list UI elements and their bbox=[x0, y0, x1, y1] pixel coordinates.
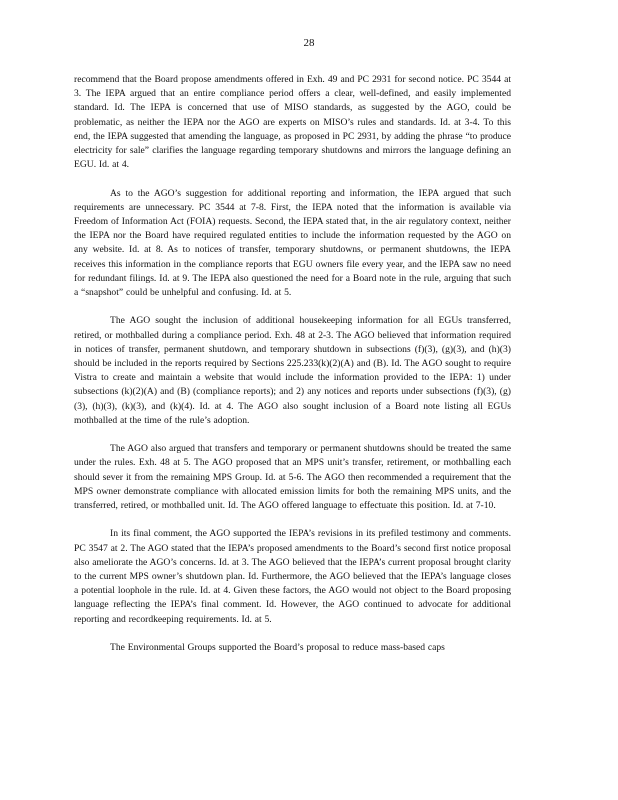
paragraph-continued: recommend that the Board propose amendments offered in Exh. 49 and PC 2931 for second notice. PC 3544 at 3. The IEPA argued that an entire compliance period offers a clear, well-defined, and easily implemented standard. Id. The IEPA is concerned that use of MISO standards, as suggested by the AGO, could be problematic, as neither the IEPA nor the AGO are experts on MISO’s rules and standards. Id. at 3-4. To this end, the IEPA suggested that amending the language, as proposed in PC 2931, by adding the phrase “to produce electricity for sale” clarifies the language regarding temporary shutdowns and mirrors the language defining an EGU. Id. at 4. bbox=[74, 74, 511, 171]
paragraph-housekeeping-information: The AGO sought the inclusion of additional housekeeping information for all EGUs transferred, retired, or mothballed during a compliance period. Exh. 48 at 2-3. The AGO believed that information required in notices of transfer, permanent shutdown, and temporary shutdown in subsections (f)(3), (g)(3), and (h)(3) should be included in the reports required by Sections 225.233(k)(2)(A) and (B). Id. The AGO sought to require Vistra to create and maintain a website that would include the information provided to the IEPA: 1) under subsections (k)(2)(A) and (B) (compliance reports); and 2) any notices and reports under subsections (f)(3), (g)(3), (h)(3), (k)(3), and (k)(4). Id. at 4. The AGO also sought inclusion of a Board note listing all EGUs mothballed at the time of the rule’s adoption. bbox=[74, 315, 511, 426]
paragraph-reporting-information: As to the AGO’s suggestion for additional reporting and information, the IEPA argued that such requirements are unnecessary. PC 3544 at 7-8. First, the IEPA noted that the information is available via Freedom of Information Act (FOIA) requests. Second, the IEPA stated that, in the air regulatory context, neither the IEPA nor the Board have required regulated entities to include the information requested by the AGO on any website. Id. at 8. As to notices of transfer, temporary shutdowns, or permanent shutdowns, the IEPA receives this information in the compliance reports that EGU owners file every year, and the IEPA saw no need for redundant filings. Id. at 9. The IEPA also questioned the need for a Board note in the rule, arguing that such a “snapshot” could be unhelpful and confusing. Id. at 5. bbox=[74, 187, 511, 299]
paragraph-transfers-shutdowns: The AGO also argued that transfers and temporary or permanent shutdowns should be treated the same under the rules. Exh. 48 at 5. The AGO proposed that an MPS unit’s transfer, retirement, or mothballing each should sever it from the remaining MPS Group. Id. at 5-6. The AGO then recommended a requirement that the MPS owner demonstrate compliance with allocated emission limits for both the remaining MPS units, and the transferred, retired, or mothballed unit. Id. The AGO offered language to effectuate this position. Id. at 7-10. bbox=[74, 443, 511, 512]
page-number: 28 bbox=[303, 37, 315, 49]
document-body bbox=[74, 73, 511, 655]
paragraph-final-comment: In its final comment, the AGO supported the IEPA’s revisions in its prefiled testimony and comments. PC 3547 at 2. The AGO stated that the IEPA’s proposed amendments to the Board’s second first notice proposal also ameliorate the AGO’s concerns. Id. at 3. The AGO believed that the IEPA’s current proposal brought clarity to the current MPS owner’s shutdown plan. Id. Furthermore, the AGO believed that the IEPA’s language closes a potential loophole in the rule. Id. at 4. Given these factors, the AGO would not object to the Board proposing language reflecting the IEPA’s final comment. Id. However, the AGO continued to advocate for additional reporting and recordkeeping requirements. Id. at 5. bbox=[74, 528, 511, 625]
paragraph-environmental-groups: The Environmental Groups supported the Board’s proposal to reduce mass-based caps bbox=[110, 642, 445, 654]
